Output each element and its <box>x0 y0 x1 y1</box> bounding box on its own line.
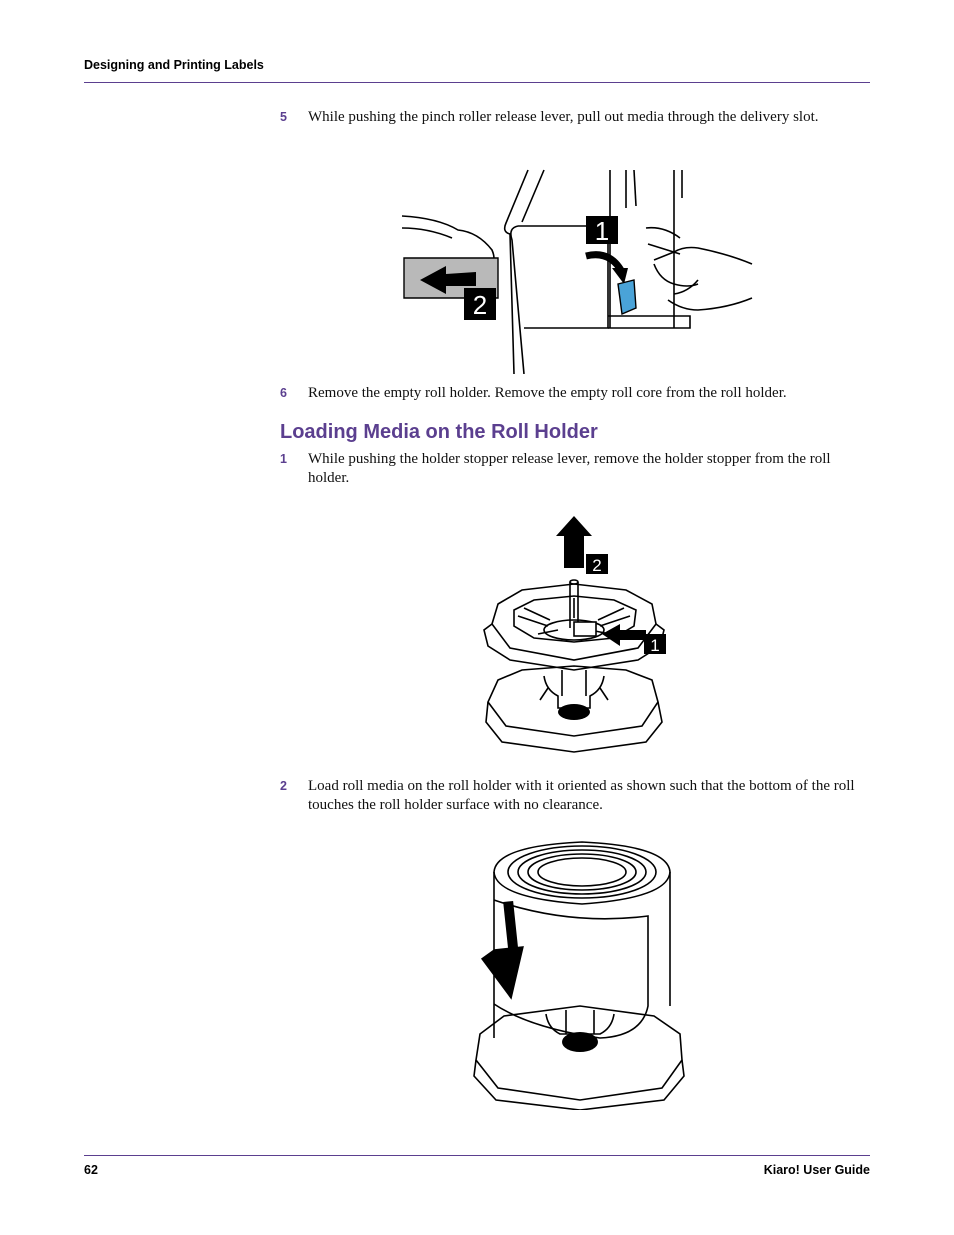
guide-title: Kiaro! User Guide <box>763 1163 870 1177</box>
step-number: 5 <box>280 110 287 124</box>
step-text: While pushing the holder stopper release lever, remove the holder stopper from the roll holder. <box>308 451 831 486</box>
section-heading: Loading Media on the Roll Holder <box>280 421 598 443</box>
step-6 <box>280 384 870 403</box>
running-header: Designing and Printing Labels <box>84 58 264 72</box>
header-rule <box>84 82 870 83</box>
figure-load-roll-media <box>470 838 688 1115</box>
step-text: While pushing the pinch roller release lever, pull out media through the delivery slot. <box>308 109 819 125</box>
page-number: 62 <box>84 1163 98 1177</box>
callout-1: 1 <box>594 216 610 246</box>
callout-2: 2 <box>472 290 488 320</box>
step-text: Load roll media on the roll holder with it oriented as shown such that the bottom of the roll touches the roll holder surface with no clearance. <box>308 778 855 813</box>
callout-1: 1 <box>650 636 660 655</box>
step-text: Remove the empty roll holder. Remove the empty roll core from the roll holder. <box>308 385 787 401</box>
step-1 <box>280 450 870 488</box>
figure-pull-out-media <box>398 168 754 379</box>
step-number: 1 <box>280 452 287 466</box>
figure-remove-holder-stopper <box>478 512 670 767</box>
step-5 <box>280 108 870 127</box>
step-number: 2 <box>280 779 287 793</box>
footer-rule <box>84 1155 870 1156</box>
callout-2: 2 <box>592 556 602 575</box>
step-2 <box>280 777 870 815</box>
step-number: 6 <box>280 386 287 400</box>
